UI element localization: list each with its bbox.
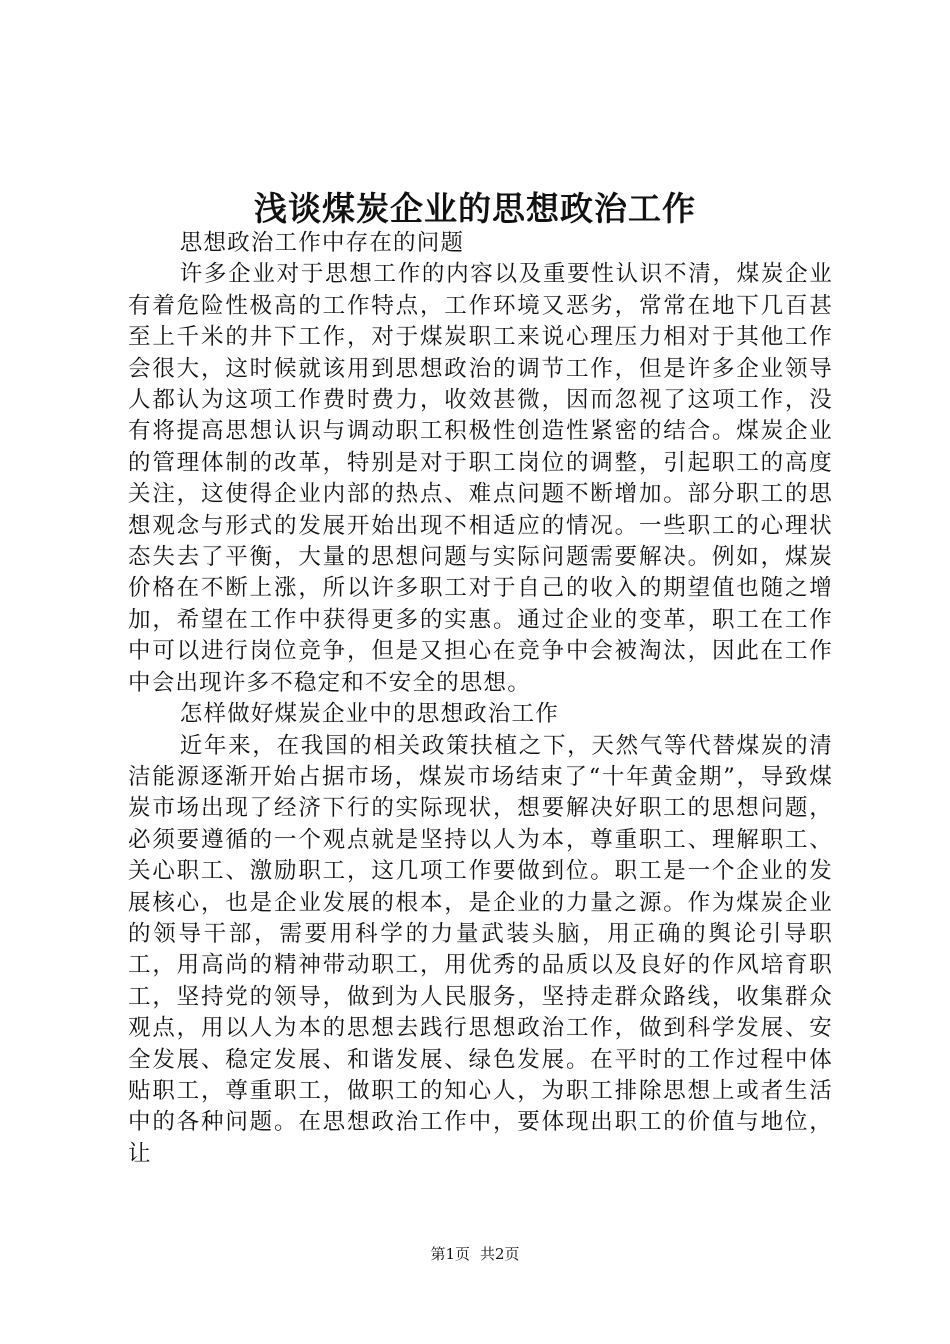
document-title: 浅谈煤炭企业的思想政治工作 [254, 189, 696, 228]
page-total: 共2页 [480, 1245, 520, 1263]
page-footer [0, 1243, 950, 1265]
document-body [128, 228, 833, 1170]
body-paragraph: 近年来，在我国的相关政策扶植之下，天然气等代替煤炭的清洁能源逐渐开始占据市场，煤炭市场结束了“十年黄金期”，导致煤炭市场出现了经济下行的实际现状，想要解决好职工的思想问题，必须要遵循的一个观点就是坚持以人为本，尊重职工、理解职工、关心职工、激励职工，这几项工作要做到位。职工是一个企业的发展核心，也是企业发展的根本，是企业的力量之源。作为煤炭企业的领导干部，需要用科学的力量武装头脑，用正确的舆论引导职工，用高尚的精神带动职工，用优秀的品质以及良好的作风培育职工，坚持党的领导，做到为人民服务，坚持走群众路线，收集群众观点，用以人为本的思想去践行思想政治工作，做到科学发展、安全发展、稳定发展、和谐发展、绿色发展。在平时的工作过程中体贴职工，尊重职工，做职工的知心人，为职工排除思想上或者生活中的各种问题。在思想政治工作中，要体现出职工的价值与地位，让 [128, 732, 833, 1167]
section-heading: 思想政治工作中存在的问题 [179, 230, 465, 256]
section-heading: 怎样做好煤炭企业中的思想政治工作 [179, 701, 559, 728]
page-number: 第1页 [430, 1245, 470, 1263]
body-paragraph: 许多企业对于思想工作的内容以及重要性认识不清，煤炭企业有着危险性极高的工作特点，工作环境又恶劣，常常在地下几百甚至上千米的井下工作，对于煤炭职工来说心理压力相对于其他工作会很大，这时候就该用到思想政治的调节工作，但是许多企业领导人都认为这项工作费时费力，收效甚微，因而忽视了这项工作，没有将提高思想认识与调动职工积极性创造性紧密的结合。煤炭企业的管理体制的改革，特别是对于职工岗位的调整，引起职工的高度关注，这使得企业内部的热点、难点问题不断增加。部分职工的思想观念与形式的发展开始出现不相适应的情况。一些职工的心理状态失去了平衡，大量的思想问题与实际问题需要解决。例如，煤炭价格在不断上涨，所以许多职工对于自己的收入的期望值也随之增加，希望在工作中获得更多的实惠。通过企业的变革，职工在工作中可以进行岗位竞争，但是又担心在竞争中会被淘汰，因此在工作中会出现许多不稳定和不安全的思想。 [128, 261, 833, 696]
